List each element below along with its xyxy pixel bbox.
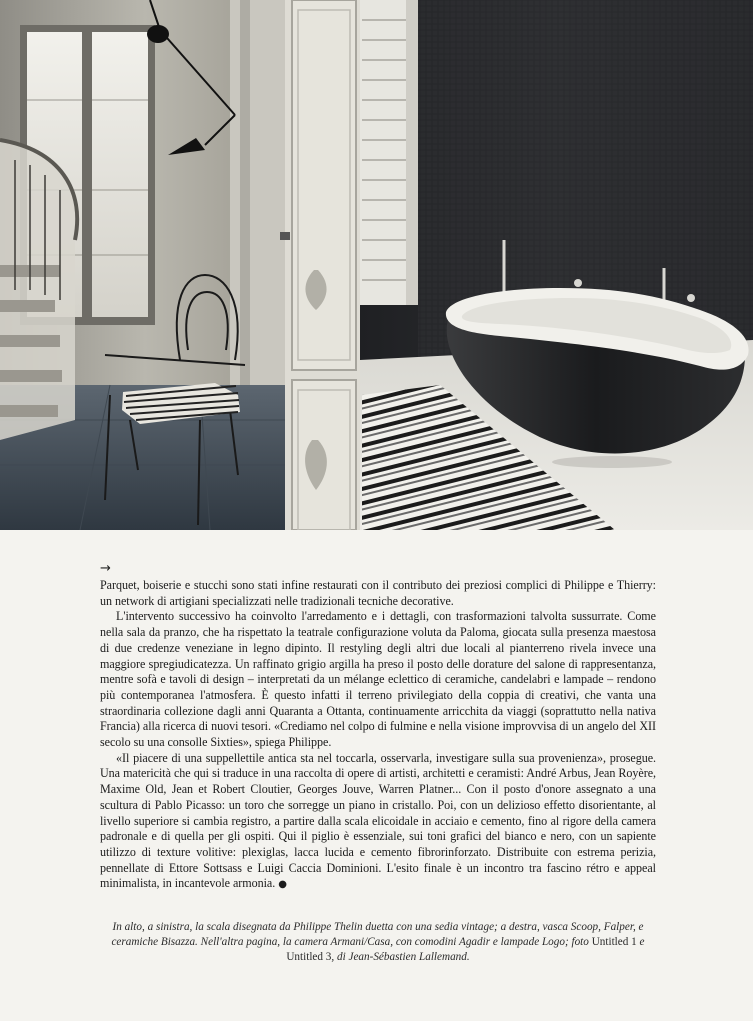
caption-photo-title: Untitled 1 bbox=[591, 936, 637, 949]
article-body bbox=[100, 562, 656, 893]
caption-photo-title: Untitled 3 bbox=[286, 951, 332, 964]
caption-text: In alto, a sinistra, la scala disegnata da Philippe Thelin duetta con una sedia vintage; a destra, vasca Scoop, Falper, e ceramiche Bisazza. Nell'altra pagina, la camera Armani/Casa, con comodini Agadir e lampade Logo; foto bbox=[111, 921, 644, 949]
caption-text: , di Jean-Sébastien Lallemand. bbox=[331, 951, 470, 964]
article-paragraph bbox=[100, 751, 656, 893]
article-paragraph-text: «Il piacere di una suppellettile antica sta nel toccarla, osservarla, investigare sulla sua provenienza», prosegue. Una matericità che qui si traduce in una raccolta di opere di artisti, architetti e ceramisti: André Arbus, Jean Royère, Maxime Old, Jean et Robert Cloutier, Georges Jouve, Warren Platner... Con il posto d'onore assegnato a una scultura di Pablo Picasso: un toro che sorregge un piano in cristallo. Poi, con un delizioso effetto disorientante, al livello superiore si cambia registro, a partire dalla scala elicoidale in acciaio e cemento, fino al rigore della camera padronale e di quella per gli ospiti. Qui il piglio è essenziale, sui toni grafici del bianco e nero, con un sapiente utilizzo di texture volitive: plexiglas, lacca lucida e cemento fibrorinforzato. Distribuite con estrema perizia, pennellate di Ettore Sottsass e Luigi Caccia Dominioni. L'esito finale è un incontro tra fascino rétro e appeal minimalista, in incantevole armonia. bbox=[100, 750, 656, 891]
continue-arrow-icon: → bbox=[100, 561, 111, 576]
caption-text: e bbox=[636, 936, 645, 949]
article-paragraph: Parquet, boiserie e stucchi sono stati infine restaurati con il contributo dei preziosi complici di Philippe e Thierry: un network di artigiani specializzati nelle tradizionali tecniche decorative. bbox=[100, 578, 656, 608]
photo-caption bbox=[110, 920, 646, 966]
article-paragraph: L'intervento successivo ha coinvolto l'arredamento e i dettagli, con trasformazioni talvolta sussurrate. Come nella sala da pranzo, che ha rispettato la teatrale configurazione voluta da Paloma, giocata sulla presenza maestosa di due credenze veneziane in legno dipinto. Il restyling degli altri due locali al pianterreno rivela invece una maggiore spregiudicatezza. Un raffinato grigio argilla ha preso il posto delle dorature del salone di rappresentanza, mentre sofà e tavoli di design – interpretati da un mélange eclettico di ceramiche, candelabri e lampade – rendono più contemporanea l'atmosfera. È questo infatti il terreno privilegiato della coppia di creativi, che vanta una straordinaria collezione dagli anni Quaranta a Ottanta, continuamente arricchita da viaggi (soprattutto nella nativa Francia) alla ricerca di nuovi tesori. «Crediamo nel colpo di fulmine e nella visione improvvisa di un angelo del XII secolo su una consolle Sixties», spiega Philippe. bbox=[100, 609, 656, 750]
end-mark-icon: ● bbox=[278, 879, 287, 891]
